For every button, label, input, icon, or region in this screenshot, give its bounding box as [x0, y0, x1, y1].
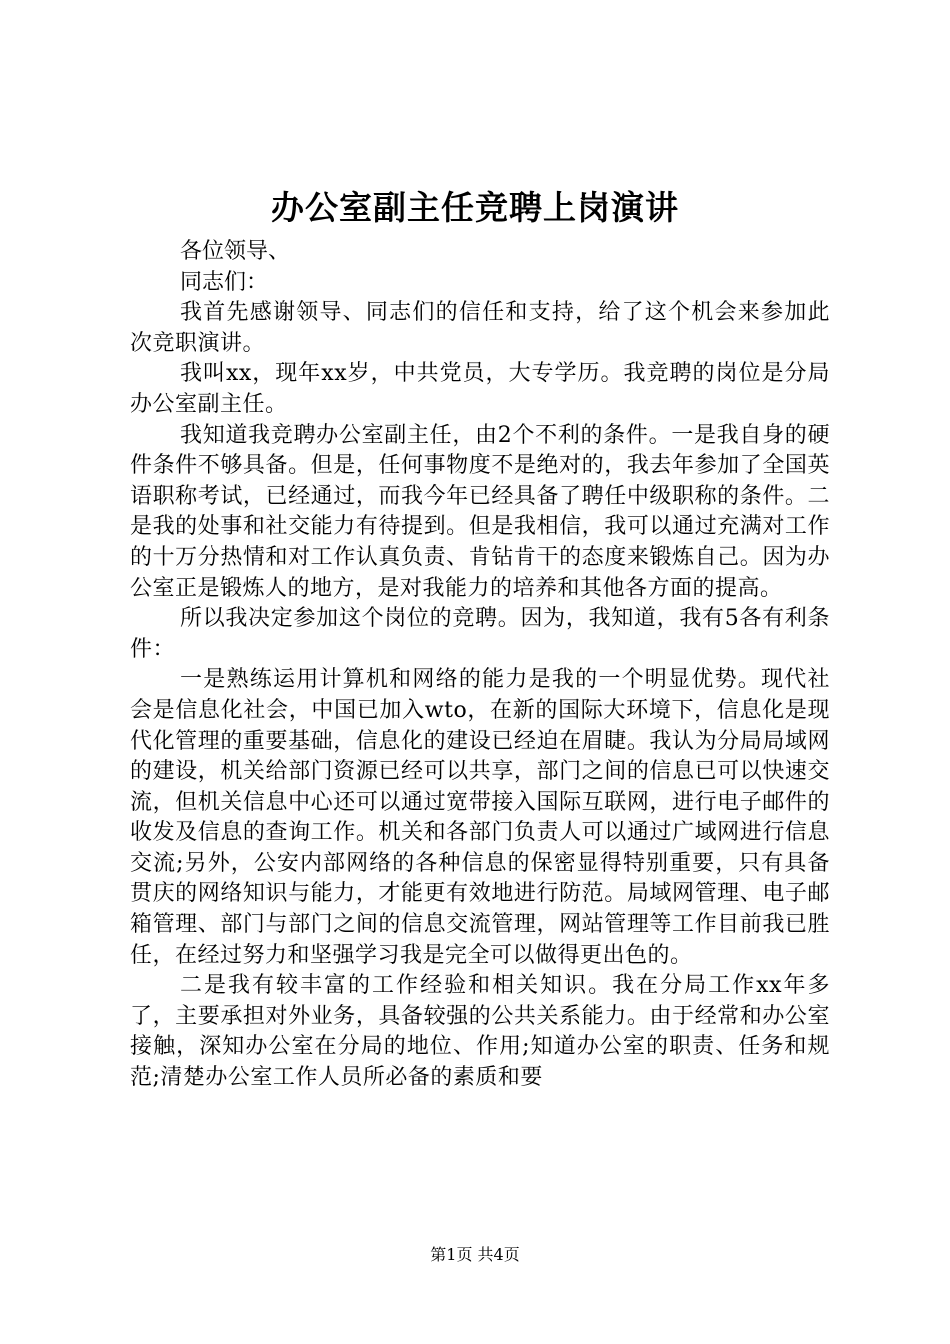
- paragraph: 一是熟练运用计算机和网络的能力是我的一个明显优势。现代社会是信息化社会，中国已加入wto，在新的国际大环境下，信息化是现代化管理的重要基础，信息化的建设已经迫在眉睫。我认为分局局域网的建设，机关给部门资源已经可以共享，部门之间的信息已可以快速交流，但机关信息中心还可以通过宽带接入国际互联网，进行电子邮件的收发及信息的查询工作。机关和各部门负责人可以通过广域网进行信息交流;另外，公安内部网络的各种信息的保密显得特别重要，只有具备贯庆的网络知识与能力，才能更有效地进行防范。局域网管理、电子邮箱管理、部门与部门之间的信息交流管理，网站管理等工作目前我已胜任，在经过努力和坚强学习我是完全可以做得更出色的。: [130, 667, 830, 968]
- document-body: [130, 237, 830, 1094]
- paragraph: 所以我决定参加这个岗位的竞聘。因为，我知道，我有5各有利条件：: [130, 606, 830, 662]
- paragraph: 二是我有较丰富的工作经验和相关知识。我在分局工作xx年多了，主要承担对外业务，具备较强的公共关系能力。由于经常和办公室接触，深知办公室在分局的地位、作用;知道办公室的职责、任务和规范;清楚办公室工作人员所必备的素质和要: [130, 973, 830, 1091]
- paragraph: 我首先感谢领导、同志们的信任和支持，给了这个机会来参加此次竞职演讲。: [130, 300, 830, 356]
- paragraph: 我叫xx，现年xx岁，中共党员，大专学历。我竞聘的岗位是分局办公室副主任。: [130, 361, 830, 417]
- salutation-line: 各位领导、: [180, 239, 291, 264]
- salutation-line: 同志们：: [180, 269, 269, 295]
- paragraph: 我知道我竞聘办公室副主任，由2个不利的条件。一是我自身的硬件条件不够具备。但是，任何事物度不是绝对的，我去年参加了全国英语职称考试，已经通过，而我今年已经具备了聘任中级职称的条件。二是我的处事和社交能力有待提到。但是我相信，我可以通过充满对工作的十万分热情和对工作认真负责、肯钻肯干的态度来锻炼自己。因为办公室正是锻炼人的地方，是对我能力的培养和其他各方面的提高。: [130, 422, 830, 601]
- page-footer: 第1页 共4页: [430, 1245, 520, 1264]
- document-title: 办公室副主任竞聘上岗演讲: [271, 188, 679, 227]
